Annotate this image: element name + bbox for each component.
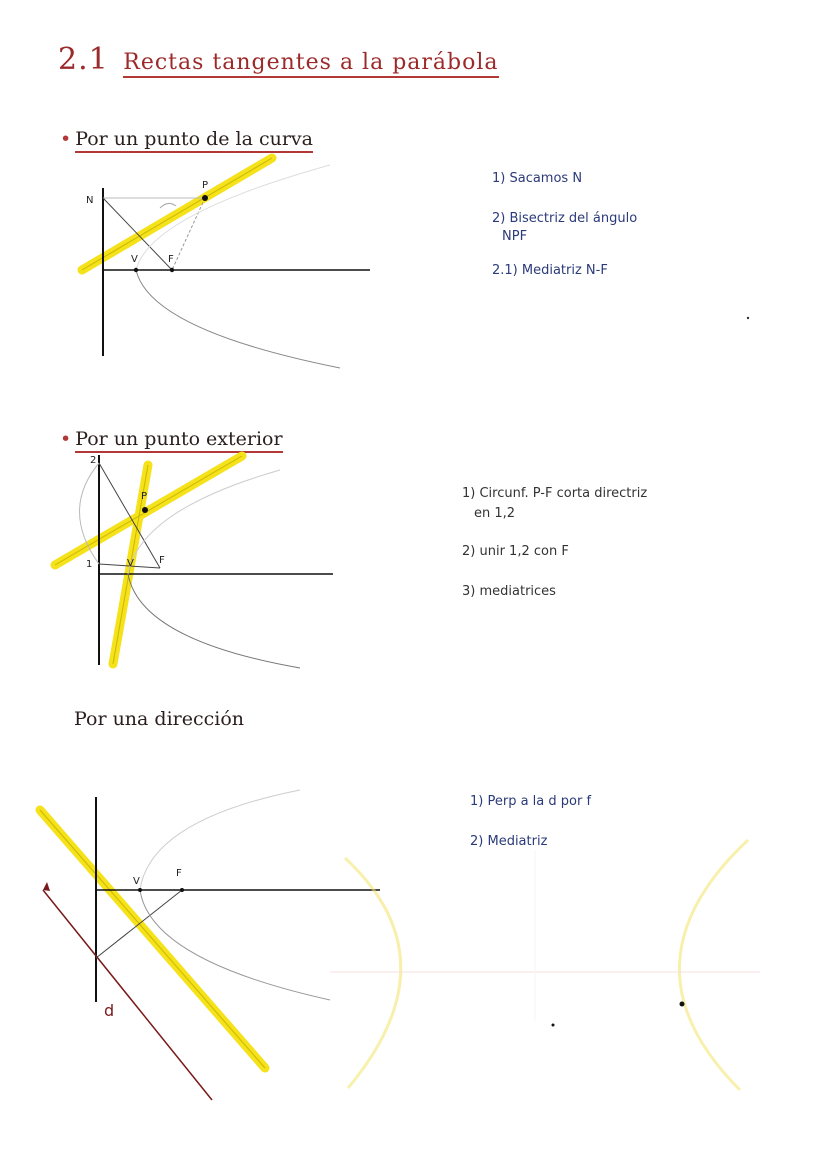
- diagram-2: [55, 455, 333, 668]
- title-number: 2.1: [58, 42, 109, 77]
- section3-step-1: 1) Perp a la d por f: [470, 794, 592, 809]
- point-f: [180, 888, 184, 892]
- diagram-3: [40, 790, 380, 1100]
- tangent-line: [40, 810, 265, 1068]
- stray-dot: [552, 1024, 555, 1027]
- section1-step-2b: NPF: [502, 229, 528, 244]
- section1-step-3: 2.1) Mediatriz N-F: [492, 263, 608, 278]
- arc-mark: [160, 203, 176, 208]
- hyperbola-branch-right: [679, 840, 748, 1090]
- label-v: V: [133, 876, 140, 887]
- stray-dot: [680, 1002, 685, 1007]
- direction-line-d: [43, 890, 212, 1100]
- bleed-through-hyperbola: [330, 840, 760, 1090]
- parabola-upper: [128, 470, 280, 574]
- label-d: d: [104, 1001, 115, 1020]
- section2-step-1b: en 1,2: [474, 506, 516, 521]
- section3-heading: Por una dirección: [74, 708, 245, 730]
- section2-step-1: 1) Circunf. P-F corta directriz: [462, 486, 648, 501]
- point-v: [138, 888, 142, 892]
- diagram-1: [82, 158, 370, 368]
- section2-heading: • Por un punto exterior: [60, 428, 283, 450]
- parabola-upper: [140, 790, 300, 890]
- label-2: 2: [90, 455, 97, 466]
- label-p: P: [202, 180, 209, 191]
- hyperbola-branch-left: [345, 858, 401, 1088]
- section1-step-2: 2) Bisectriz del ángulo: [492, 211, 638, 226]
- point-f: [170, 268, 174, 272]
- label-1: 1: [86, 559, 93, 570]
- point-p: [202, 195, 208, 201]
- arrow-head: [43, 882, 50, 891]
- label-v: V: [127, 558, 134, 569]
- parabola-lower: [136, 270, 340, 368]
- tangent-line: [82, 158, 272, 270]
- perpendicular-line: [96, 890, 182, 958]
- label-v: V: [131, 254, 138, 265]
- stray-dot: [747, 317, 749, 319]
- label-f: F: [159, 555, 165, 566]
- point-p: [142, 507, 148, 513]
- title-text: Rectas tangentes a la parábola: [123, 50, 498, 78]
- section1-heading: • Por un punto de la curva: [60, 128, 313, 150]
- parabola-lower: [140, 890, 330, 1000]
- section3-step-2: 2) Mediatriz: [470, 834, 548, 849]
- section2-step-2: 2) unir 1,2 con F: [462, 544, 569, 559]
- section1-step-1: 1) Sacamos N: [492, 171, 583, 186]
- label-n: N: [86, 195, 94, 206]
- point-v: [134, 268, 138, 272]
- label-f: F: [176, 868, 182, 879]
- section2-step-3: 3) mediatrices: [462, 584, 556, 599]
- label-p: P: [141, 491, 148, 502]
- label-f: F: [168, 254, 174, 265]
- parabola-lower: [128, 574, 300, 668]
